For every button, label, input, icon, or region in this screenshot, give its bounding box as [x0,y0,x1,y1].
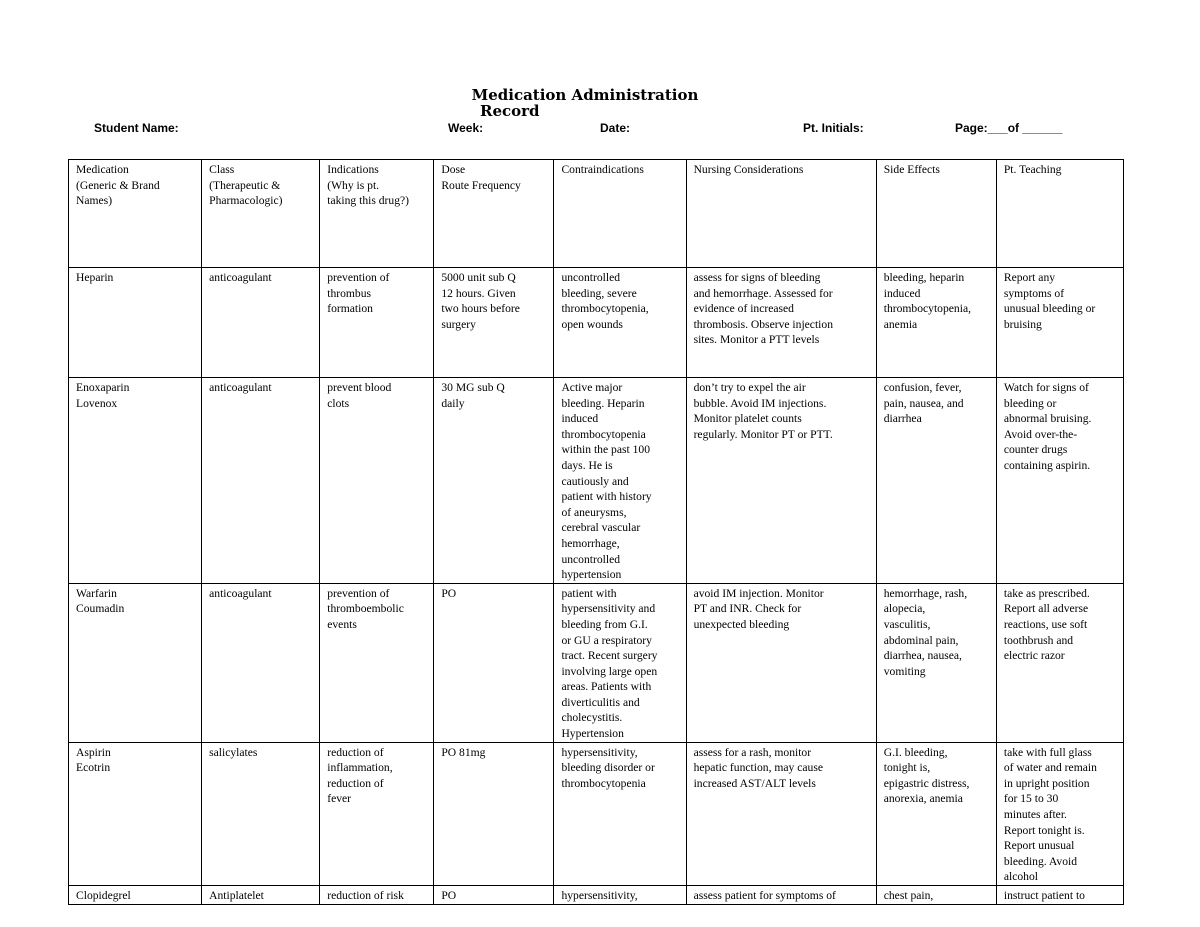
indications-cell: prevention of thromboembolic events [320,583,434,742]
dose-cell: PO 81mg [434,742,554,885]
table-row [69,268,1124,378]
column-header-class: Class (Therapeutic & Pharmacologic) [202,160,320,268]
dose-cell: 5000 unit sub Q 12 hours. Given two hours before surgery [434,268,554,378]
nursing-considerations-cell: avoid IM injection. Monitor PT and INR. Check for unexpected bleeding [686,583,876,742]
side-effects-cell: hemorrhage, rash, alopecia, vasculitis, abdominal pain, diarrhea, nausea, vomiting [876,583,996,742]
indications-cell: prevent blood clots [320,378,434,584]
contraindications-cell: patient with hypersensitivity and bleeding from G.I. or GU a respiratory tract. Recent surgery involving large open areas. Patients with diverticulitis and cholecystitis. Hypertension [554,583,686,742]
table-row [69,886,1124,905]
indications-cell: reduction of inflammation, reduction of fever [320,742,434,885]
date-label: Date: [600,121,631,135]
column-header-pt-teaching: Pt. Teaching [996,160,1123,268]
document-title-overflow: Record [480,102,540,120]
side-effects-cell: confusion, fever, pain, nausea, and diarrhea [876,378,996,584]
pt-initials-label: Pt. Initials: [803,121,864,135]
column-header-medication: Medication (Generic & Brand Names) [69,160,202,268]
column-header-indications: Indications (Why is pt. taking this drug?) [320,160,434,268]
contraindications-cell: hypersensitivity, bleeding disorder or thrombocytopenia [554,742,686,885]
medication-cell: Enoxaparin Lovenox [69,378,202,584]
medication-table [68,159,1124,905]
class-cell: anticoagulant [202,378,320,584]
week-label: Week: [448,121,484,135]
table-row [69,378,1124,584]
indications-cell: reduction of risk [320,886,434,905]
pt-teaching-cell: instruct patient to [996,886,1123,905]
class-cell: salicylates [202,742,320,885]
contraindications-cell: hypersensitivity, [554,886,686,905]
dose-cell: PO [434,583,554,742]
nursing-considerations-cell: assess for signs of bleeding and hemorrhage. Assessed for evidence of increased thrombosis. Observe injection sites. Monitor a PTT levels [686,268,876,378]
table-row [69,742,1124,885]
pt-teaching-cell: take as prescribed. Report all adverse reactions, use soft toothbrush and electric razor [996,583,1123,742]
table-row [69,583,1124,742]
dose-cell: PO [434,886,554,905]
medication-cell: Clopidegrel [69,886,202,905]
pt-teaching-cell: Watch for signs of bleeding or abnormal bruising. Avoid over-the- counter drugs containing aspirin. [996,378,1123,584]
side-effects-cell: bleeding, heparin induced thrombocytopenia, anemia [876,268,996,378]
medication-cell: Warfarin Coumadin [69,583,202,742]
nursing-considerations-cell: assess patient for symptoms of [686,886,876,905]
class-cell: anticoagulant [202,583,320,742]
column-header-nursing-considerations: Nursing Considerations [686,160,876,268]
nursing-considerations-cell: don’t try to expel the air bubble. Avoid IM injections. Monitor platelet counts regularly. Monitor PT or PTT. [686,378,876,584]
medication-cell: Aspirin Ecotrin [69,742,202,885]
student-name-label: Student Name: [94,121,179,135]
column-header-side-effects: Side Effects [876,160,996,268]
pt-teaching-cell: Report any symptoms of unusual bleeding or bruising [996,268,1123,378]
class-cell: anticoagulant [202,268,320,378]
document-title: Medication Administration [471,86,699,104]
page-label: Page:___of ______ [955,121,1063,135]
dose-cell: 30 MG sub Q daily [434,378,554,584]
nursing-considerations-cell: assess for a rash, monitor hepatic function, may cause increased AST/ALT levels [686,742,876,885]
medication-cell: Heparin [69,268,202,378]
contraindications-cell: uncontrolled bleeding, severe thrombocytopenia, open wounds [554,268,686,378]
table-header-row [69,160,1124,268]
column-header-dose: Dose Route Frequency [434,160,554,268]
indications-cell: prevention of thrombus formation [320,268,434,378]
class-cell: Antiplatelet [202,886,320,905]
side-effects-cell: G.I. bleeding, tonight is, epigastric distress, anorexia, anemia [876,742,996,885]
contraindications-cell: Active major bleeding. Heparin induced thrombocytopenia within the past 100 days. He is cautiously and patient with history of aneurysms, cerebral vascular hemorrhage, uncontrolled hypertension [554,378,686,584]
column-header-contraindications: Contraindications [554,160,686,268]
side-effects-cell: chest pain, [876,886,996,905]
pt-teaching-cell: take with full glass of water and remain in upright position for 15 to 30 minutes after. Report tonight is. Report unusual bleeding. Avoid alcohol [996,742,1123,885]
